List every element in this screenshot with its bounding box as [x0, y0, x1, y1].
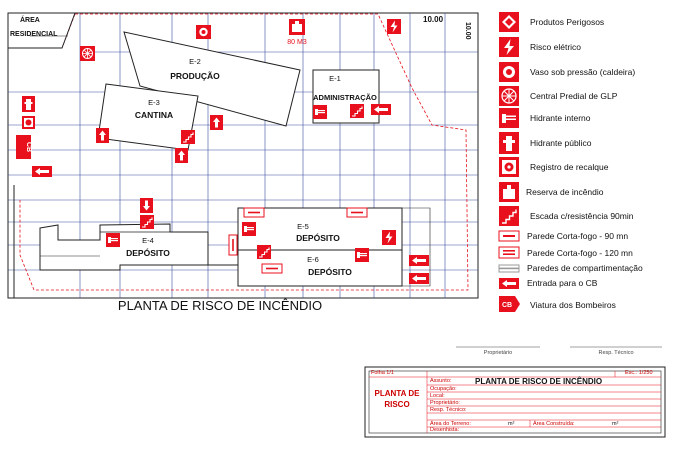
scale-value: 10.00 [423, 15, 444, 24]
legend-reserve-icon [499, 182, 519, 202]
entry-arrow-icon [409, 255, 429, 266]
legend-label-glp: Central Predial de GLP [530, 91, 618, 101]
internal-hydrant-icon [355, 248, 369, 262]
firewall-90-vertical-icon [229, 235, 237, 255]
tb-sheet-label: Folha 1/1 [371, 370, 394, 376]
residential-area-label-2: RESIDENCIAL [10, 31, 58, 38]
tb-area-built-label: Área Construída: [533, 421, 575, 427]
firewall-90-icon [347, 208, 367, 217]
legend-label-recalque: Registro de recalque [530, 162, 609, 172]
e5-name: DEPÓSITO [296, 233, 340, 243]
e1-name: ADMINISTRAÇÃO [313, 93, 377, 102]
legend-label-public-hydrant: Hidrante público [530, 138, 592, 148]
legend-label-partition: Paredes de compartimentação [527, 263, 643, 273]
internal-hydrant-icon [313, 105, 327, 119]
legend-entry-arrow-icon [499, 278, 519, 289]
internal-hydrant-icon [106, 233, 120, 247]
site-plan [8, 13, 478, 298]
legend-stair-icon [499, 206, 519, 226]
legend-hazard-diamond-icon [499, 12, 519, 32]
arrow-up-icon [210, 115, 223, 130]
legend-partition-wall-icon [499, 265, 519, 272]
legend-label-reserve: Reserva de incêndio [526, 187, 604, 197]
legend-recalque-icon [499, 157, 519, 177]
owner-signature-label: Proprietário [483, 350, 513, 356]
e2-name: PRODUÇÃO [170, 71, 220, 81]
e4-name: DEPÓSITO [126, 248, 170, 258]
firewall-90-icon [244, 208, 264, 217]
stair-icon [350, 104, 364, 118]
legend-label-boiler: Vaso sob pressão (caldeira) [530, 67, 636, 77]
entry-arrow-icon [371, 104, 391, 115]
arrow-down-icon [140, 198, 153, 213]
e6-name: DEPÓSITO [308, 267, 352, 277]
e1-code: E-1 [329, 74, 341, 83]
scale-value-vertical: 10.00 [464, 22, 471, 40]
tb-sheet-title: PLANTA DE RISCO [374, 389, 420, 409]
stair-icon [257, 245, 271, 259]
boiler-icon [196, 25, 211, 39]
legend-firewall-90-icon [499, 231, 519, 241]
building-e4 [40, 224, 208, 270]
electric-risk-icon [382, 230, 396, 245]
tb-row-ocupacao: Ocupação: [430, 386, 457, 392]
entry-arrow-icon [409, 273, 429, 284]
tb-subject-value: PLANTA DE RISCO DE INCÊNDIO [475, 377, 603, 386]
cb-vertical-label: CB [25, 142, 32, 153]
tb-row-proprietario: Proprietário: [430, 400, 460, 406]
public-hydrant-icon [22, 96, 35, 112]
legend-firewall-120-icon [499, 247, 519, 258]
recalque-icon [22, 116, 35, 129]
arrow-up-icon [96, 128, 109, 143]
legend-boiler-icon [499, 62, 519, 82]
e5-code: E-5 [297, 222, 309, 231]
tb-subject-label: Assunto: [430, 378, 452, 384]
tb-scale-label: Esc.: 1/250 [625, 370, 653, 376]
reserve-tank-icon [289, 19, 305, 35]
hazard-diamond-icon [80, 46, 95, 61]
e2-code: E-2 [189, 57, 201, 66]
legend-label-entry: Entrada para o CB [527, 278, 598, 288]
legend-label-firewall-120: Parede Corta-fogo - 120 mn [527, 248, 633, 258]
legend-public-hydrant-icon [499, 132, 519, 154]
tank-label: 80 M3 [287, 39, 307, 46]
plan-title: PLANTA DE RISCO DE INCÊNDIO [117, 298, 323, 313]
tech-signature-label: Resp. Técnico [598, 350, 634, 356]
tb-row-resp-tecnico: Resp. Técnico: [430, 407, 467, 413]
legend-internal-hydrant-icon [499, 108, 519, 128]
legend-label-truck: Viatura dos Bombeiros [530, 300, 616, 310]
tb-drawer-label: Desenhista: [430, 427, 460, 433]
legend-glp-central-icon [499, 86, 519, 106]
legend-icons [499, 12, 520, 312]
fire-truck-cb-icon [16, 135, 32, 159]
legend-label-firewall-90: Parede Corta-fogo - 90 mn [527, 231, 629, 241]
entry-arrow-icon [32, 166, 52, 177]
tb-area-land-unit: m² [508, 421, 515, 427]
residential-area-label-1: ÁREA [20, 17, 40, 24]
stair-icon [181, 130, 195, 144]
arrow-up-icon [175, 148, 188, 163]
e6-code: E-6 [307, 255, 319, 264]
e3-code: E-3 [148, 98, 160, 107]
electric-risk-icon [387, 19, 401, 34]
stair-icon [140, 215, 154, 229]
tb-row-local: Local: [430, 393, 445, 399]
legend-label-stair: Escada c/resistência 90min [530, 211, 634, 221]
legend-label-internal-hydrant: Hidrante interno [530, 113, 591, 123]
tb-area-land-label: Área do Terreno: [430, 421, 471, 427]
e3-name: CANTINA [134, 110, 174, 120]
internal-hydrant-icon [242, 222, 256, 236]
legend-fire-truck-icon [499, 296, 520, 312]
legend-lightning-icon [499, 37, 519, 57]
tb-area-built-unit: m² [612, 421, 619, 427]
legend-cb-badge: CB [502, 302, 513, 309]
firewall-90-icon [262, 264, 282, 273]
e4-code: E-4 [142, 236, 154, 245]
legend-label-hazard: Produtos Perigosos [530, 17, 605, 27]
legend-label-electric: Risco elétrico [530, 42, 582, 52]
